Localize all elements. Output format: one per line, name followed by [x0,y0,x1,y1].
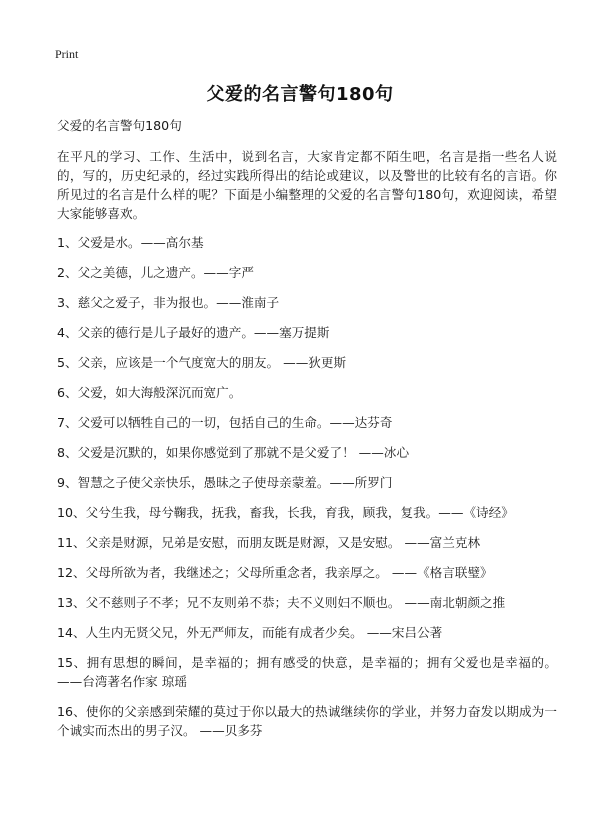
quote-item: 13、父不慈则子不孝；兄不友则弟不恭；夫不义则妇不顺也。 ——南北朝颜之推 [57,595,506,610]
quote-text: 父不慈则子不孝；兄不友则弟不恭；夫不义则妇不顺也。 ——南北朝颜之推 [85,595,506,610]
quote-number: 2 [57,265,66,280]
quote-number: 4 [57,325,66,340]
quote-item: 8、父爱是沉默的，如果你感觉到了那就不是父爱了！ ——冰心 [57,445,410,460]
quote-text: 父爱，如大海般深沉而宽广。 [77,385,242,400]
quote-item: 9、智慧之子使父亲快乐，愚昧之子使母亲蒙羞。——所罗门 [57,475,393,490]
quote-item: 14、人生内无贤父兄，外无严师友，而能有成者少矣。 ——宋吕公著 [57,625,443,640]
quote-text: 拥有思想的瞬间，是幸福的；拥有感受的快意，是幸福的；拥有父爱也是幸福的。 ——台湾著名作家 琼瑶 [57,655,558,689]
quote-item: 11、父亲是财源，兄弟是安慰，而朋友既是财源，又是安慰。 ——富兰克林 [57,535,481,550]
article-body [57,116,557,751]
quote-number: 13 [57,595,74,610]
quote-item: 12、父母所欲为者，我继述之；父母所重念者，我亲厚之。 ——《格言联璧》 [57,565,493,580]
quote-text: 父爱可以牺牲自己的一切，包括自己的生命。——达芬奇 [77,415,393,430]
quote-number: 7 [57,415,66,430]
quote-item: 16、使你的父亲感到荣耀的莫过于你以最大的热诚继续你的学业，并努力奋发以期成为一个诚实而杰出的男子汉。 ——贝多芬 [57,704,558,738]
quote-text: 父亲，应该是一个气度宽大的朋友。 ——狄更斯 [77,355,347,370]
quote-text: 父之美德，儿之遗产。——字严 [77,265,254,280]
quote-number: 1 [57,235,66,250]
quote-text: 父亲的德行是儿子最好的遗产。——塞万提斯 [77,325,330,340]
page-title: 父爱的名言警句180句 [206,84,394,105]
quote-number: 8 [57,445,66,460]
quote-item: 15、拥有思想的瞬间，是幸福的；拥有感受的快意，是幸福的；拥有父爱也是幸福的。 ——台湾著名作家 琼瑶 [57,655,558,689]
quote-item: 1、父爱是水。——高尔基 [57,235,204,250]
quote-number: 6 [57,385,66,400]
quote-number: 10 [57,505,74,520]
quote-item: 2、父之美德，儿之遗产。——字严 [57,265,254,280]
quote-text: 智慧之子使父亲快乐，愚昧之子使母亲蒙羞。——所罗门 [77,475,393,490]
quote-text: 慈父之爱子，非为报也。——淮南子 [77,295,280,310]
article-subtitle: 父爱的名言警句180句 [57,118,182,133]
quote-number: 5 [57,355,66,370]
quote-number: 3 [57,295,66,310]
quote-number: 15 [57,655,74,670]
quote-text: 父兮生我，母兮鞠我，抚我，畜我，长我，育我，顾我，复我。——《诗经》 [85,505,514,520]
quote-item: 10、父兮生我，母兮鞠我，抚我，畜我，长我，育我，顾我，复我。——《诗经》 [57,505,514,520]
quote-number: 12 [57,565,74,580]
quote-number: 16 [57,704,74,719]
quote-text: 父亲是财源，兄弟是安慰，而朋友既是财源，又是安慰。 ——富兰克林 [85,535,481,550]
intro-paragraph: 在平凡的学习、工作、生活中，说到名言，大家肯定都不陌生吧，名言是指一些名人说的，写的，历史纪录的，经过实践所得出的结论或建议，以及警世的比较有名的言语。你所见过的名言是什么样的呢？下面是小编整理的父爱的名言警句180句，欢迎阅读，希望大家能够喜欢。 [57,149,557,221]
quote-text: 父爱是水。——高尔基 [77,235,204,250]
quote-number: 14 [57,625,74,640]
quote-text: 父母所欲为者，我继述之；父母所重念者，我亲厚之。 ——《格言联璧》 [85,565,493,580]
quote-item: 3、慈父之爱子，非为报也。——淮南子 [57,295,280,310]
quote-number: 9 [57,475,66,490]
quote-text: 人生内无贤父兄，外无严师友，而能有成者少矣。 ——宋吕公著 [85,625,443,640]
quote-item: 5、父亲，应该是一个气度宽大的朋友。 ——狄更斯 [57,355,347,370]
quote-item: 6、父爱，如大海般深沉而宽广。 [57,385,242,400]
print-link[interactable]: Print [55,47,79,61]
quote-item: 4、父亲的德行是儿子最好的遗产。——塞万提斯 [57,325,330,340]
quote-item: 7、父爱可以牺牲自己的一切，包括自己的生命。——达芬奇 [57,415,393,430]
quote-number: 11 [57,535,74,550]
quote-text: 使你的父亲感到荣耀的莫过于你以最大的热诚继续你的学业，并努力奋发以期成为一个诚实而杰出的男子汉。 ——贝多芬 [57,704,558,738]
quote-list [57,233,557,740]
quote-text: 父爱是沉默的，如果你感觉到了那就不是父爱了！ ——冰心 [77,445,410,460]
